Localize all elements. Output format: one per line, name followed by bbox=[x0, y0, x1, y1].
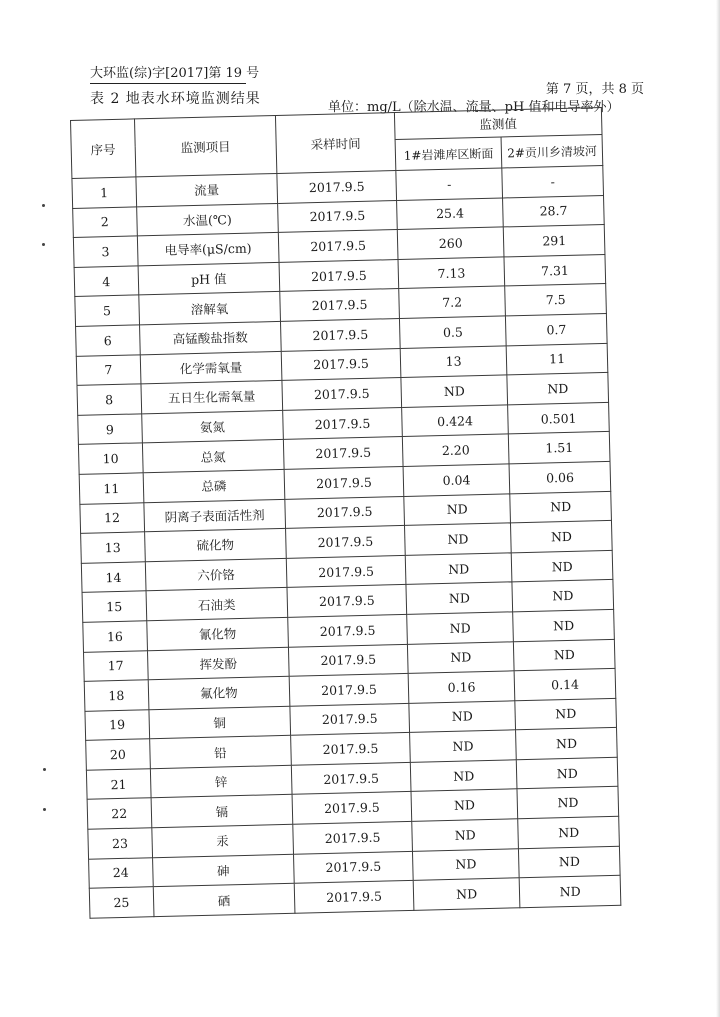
cell-time: 2017.9.5 bbox=[286, 526, 405, 558]
cell-item: 铅 bbox=[149, 736, 291, 769]
cell-site1-value: ND bbox=[404, 493, 511, 525]
cell-item: 电导率(μS/cm) bbox=[137, 233, 279, 266]
cell-time: 2017.9.5 bbox=[294, 881, 413, 913]
table-title: 表 2 地表水环境监测结果 bbox=[90, 91, 261, 107]
cell-time: 2017.9.5 bbox=[289, 674, 408, 706]
cell-time: 2017.9.5 bbox=[282, 378, 401, 410]
cell-time: 2017.9.5 bbox=[280, 289, 399, 321]
cell-no: 5 bbox=[75, 295, 139, 326]
cell-time: 2017.9.5 bbox=[288, 614, 407, 646]
cell-no: 1 bbox=[72, 177, 136, 208]
cell-no: 21 bbox=[86, 769, 150, 800]
cell-site1-value: ND bbox=[412, 819, 519, 851]
cell-site1-value: 7.13 bbox=[398, 257, 505, 289]
cell-item: 铜 bbox=[149, 706, 291, 739]
cell-site1-value: ND bbox=[409, 700, 516, 732]
cell-item: 阴离子表面活性剂 bbox=[143, 499, 285, 532]
results-table bbox=[70, 107, 621, 919]
cell-site2-value: 11 bbox=[506, 343, 607, 375]
cell-time: 2017.9.5 bbox=[285, 496, 404, 528]
cell-item: 砷 bbox=[152, 854, 294, 887]
cell-time: 2017.9.5 bbox=[291, 762, 410, 794]
cell-site2-value: 0.06 bbox=[509, 461, 610, 493]
cell-site1-value: - bbox=[396, 168, 503, 200]
seal-stamp bbox=[679, 499, 720, 632]
cell-site1-value: ND bbox=[410, 760, 517, 792]
cell-site1-value: ND bbox=[409, 730, 516, 762]
cell-site2-value: ND bbox=[516, 728, 617, 760]
unit-note: 单位：mg/L（除水温、流量、pH 值和电导率外） bbox=[328, 100, 620, 115]
cell-site2-value: ND bbox=[512, 580, 613, 612]
document-number: 大环监(综)字[2017]第 19 号 bbox=[90, 62, 246, 84]
cell-site1-value: ND bbox=[401, 375, 508, 407]
cell-time: 2017.9.5 bbox=[294, 851, 413, 883]
cell-no: 22 bbox=[87, 798, 151, 829]
cell-site1-value: ND bbox=[411, 789, 518, 821]
cell-time: 2017.9.5 bbox=[284, 437, 403, 469]
cell-site2-value: ND bbox=[519, 846, 620, 878]
cell-site2-value: ND bbox=[514, 639, 615, 671]
cell-item: 硫化物 bbox=[144, 528, 286, 561]
cell-time: 2017.9.5 bbox=[284, 466, 403, 498]
cell-item: 氨氮 bbox=[141, 410, 283, 443]
cell-site2-value: ND bbox=[510, 491, 611, 523]
cell-no: 3 bbox=[73, 236, 137, 267]
cell-time: 2017.9.5 bbox=[292, 792, 411, 824]
cell-item: 汞 bbox=[151, 824, 293, 857]
header-time: 采样时间 bbox=[276, 113, 396, 174]
cell-site2-value: ND bbox=[519, 876, 620, 908]
cell-item: 石油类 bbox=[146, 588, 288, 621]
cell-site1-value: 0.424 bbox=[402, 405, 509, 437]
scan-speck bbox=[43, 808, 46, 811]
cell-time: 2017.9.5 bbox=[278, 230, 397, 262]
cell-time: 2017.9.5 bbox=[278, 200, 397, 232]
cell-item: 总氮 bbox=[142, 440, 284, 473]
cell-site1-value: 0.16 bbox=[408, 671, 515, 703]
cell-no: 18 bbox=[84, 680, 148, 711]
cell-site1-value: ND bbox=[412, 848, 519, 880]
header-site2: 2#贡川乡清坡河 bbox=[501, 135, 602, 168]
cell-no: 4 bbox=[74, 266, 138, 297]
cell-no: 8 bbox=[77, 384, 141, 415]
cell-site2-value: ND bbox=[511, 521, 612, 553]
cell-no: 14 bbox=[81, 562, 145, 593]
cell-no: 25 bbox=[89, 887, 153, 918]
cell-site2-value: 7.5 bbox=[505, 284, 606, 316]
cell-site2-value: 291 bbox=[504, 225, 605, 257]
cell-time: 2017.9.5 bbox=[293, 821, 412, 853]
cell-no: 13 bbox=[81, 532, 145, 563]
cell-site2-value: 28.7 bbox=[503, 195, 604, 227]
cell-site1-value: ND bbox=[413, 878, 520, 910]
cell-site1-value: 260 bbox=[397, 227, 504, 259]
cell-site2-value: 0.7 bbox=[506, 313, 607, 345]
cell-site1-value: ND bbox=[407, 641, 514, 673]
header-no: 序号 bbox=[71, 119, 136, 179]
cell-item: 化学需氧量 bbox=[140, 351, 282, 384]
cell-site2-value: ND bbox=[517, 757, 618, 789]
cell-no: 16 bbox=[83, 621, 147, 652]
cell-no: 11 bbox=[79, 473, 143, 504]
cell-time: 2017.9.5 bbox=[281, 348, 400, 380]
cell-no: 12 bbox=[80, 502, 144, 533]
cell-site2-value: ND bbox=[515, 698, 616, 730]
cell-item: 五日生化需氧量 bbox=[141, 381, 283, 414]
cell-time: 2017.9.5 bbox=[279, 259, 398, 291]
header-item: 监测项目 bbox=[134, 115, 277, 176]
page-indicator: 第 7 页，共 8 页 bbox=[545, 82, 644, 97]
cell-site1-value: ND bbox=[405, 553, 512, 585]
cell-site2-value: ND bbox=[517, 787, 618, 819]
cell-time: 2017.9.5 bbox=[283, 407, 402, 439]
cell-no: 7 bbox=[76, 354, 140, 385]
cell-site1-value: 0.04 bbox=[403, 464, 510, 496]
cell-item: 总磷 bbox=[143, 469, 285, 502]
cell-item: 氟化物 bbox=[148, 676, 290, 709]
cell-time: 2017.9.5 bbox=[281, 318, 400, 350]
cell-no: 19 bbox=[85, 709, 149, 740]
cell-site2-value: ND bbox=[512, 550, 613, 582]
cell-time: 2017.9.5 bbox=[290, 703, 409, 735]
cell-time: 2017.9.5 bbox=[291, 733, 410, 765]
cell-time: 2017.9.5 bbox=[286, 555, 405, 587]
cell-item: 流量 bbox=[136, 173, 278, 206]
cell-no: 24 bbox=[89, 857, 153, 888]
cell-item: 挥发酚 bbox=[147, 647, 289, 680]
cell-site2-value: 0.14 bbox=[514, 668, 615, 700]
cell-item: 硒 bbox=[153, 883, 295, 916]
cell-site1-value: 0.5 bbox=[399, 316, 506, 348]
table-body bbox=[72, 165, 621, 918]
cell-no: 6 bbox=[76, 325, 140, 356]
cell-site2-value: 1.51 bbox=[509, 432, 610, 464]
scan-speck bbox=[42, 243, 45, 246]
cell-item: 高锰酸盐指数 bbox=[139, 321, 281, 354]
cell-site2-value: - bbox=[502, 165, 603, 197]
cell-site2-value: ND bbox=[518, 816, 619, 848]
scan-speck bbox=[43, 768, 46, 771]
cell-no: 23 bbox=[88, 828, 152, 859]
cell-time: 2017.9.5 bbox=[277, 171, 396, 203]
cell-no: 20 bbox=[86, 739, 150, 770]
header-site1: 1#岩滩库区断面 bbox=[395, 137, 502, 171]
cell-item: 镉 bbox=[151, 795, 293, 828]
cell-no: 17 bbox=[83, 650, 147, 681]
cell-site1-value: 2.20 bbox=[402, 434, 509, 466]
cell-item: 氰化物 bbox=[146, 617, 288, 650]
cell-item: 六价铬 bbox=[145, 558, 287, 591]
cell-no: 15 bbox=[82, 591, 146, 622]
cell-time: 2017.9.5 bbox=[287, 585, 406, 617]
cell-site1-value: ND bbox=[404, 523, 511, 555]
cell-item: 水温(℃) bbox=[136, 203, 278, 236]
cell-site1-value: 25.4 bbox=[396, 198, 503, 230]
cell-site1-value: 7.2 bbox=[399, 286, 506, 318]
cell-item: pH 值 bbox=[138, 262, 280, 295]
page-edge-shadow bbox=[716, 0, 720, 1017]
cell-site2-value: 7.31 bbox=[504, 254, 605, 286]
cell-no: 9 bbox=[78, 414, 142, 445]
cell-site2-value: 0.501 bbox=[508, 402, 609, 434]
header-value-group: 监测值 bbox=[394, 108, 602, 140]
cell-site2-value: ND bbox=[513, 609, 614, 641]
cell-site1-value: ND bbox=[407, 612, 514, 644]
cell-time: 2017.9.5 bbox=[289, 644, 408, 676]
cell-no: 2 bbox=[73, 207, 137, 238]
cell-site1-value: 13 bbox=[400, 345, 507, 377]
cell-site2-value: ND bbox=[507, 373, 608, 405]
cell-item: 锌 bbox=[150, 765, 292, 798]
cell-site1-value: ND bbox=[406, 582, 513, 614]
scan-speck bbox=[42, 204, 45, 207]
cell-no: 10 bbox=[78, 443, 142, 474]
cell-item: 溶解氧 bbox=[138, 292, 280, 325]
